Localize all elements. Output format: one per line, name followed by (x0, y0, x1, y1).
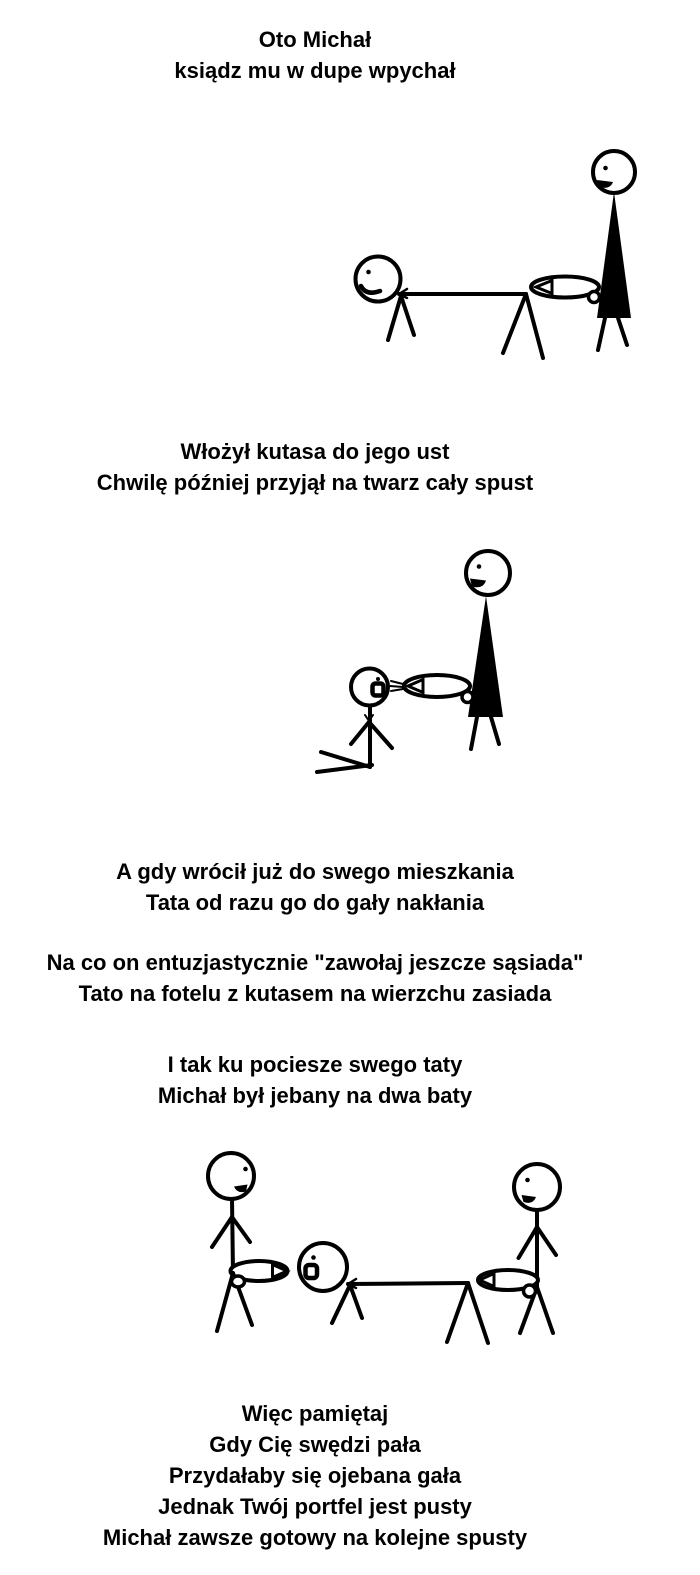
verse-6 (0, 1398, 630, 1553)
verse-6-line-3: Przydałaby się ojebana gała (168, 1463, 462, 1488)
verse-6-line-2: Gdy Cię swędzi pała (209, 1432, 421, 1457)
verse-1-line-1: Oto Michał (258, 27, 372, 52)
panel-2-illustration (295, 545, 545, 790)
verse-6-line-5: Michał zawsze gotowy na kolejne spusty (102, 1525, 528, 1550)
verse-4-line-1: Na co on entuzjastycznie "zawołaj jeszcze sąsiada" (46, 950, 584, 975)
verse-5 (0, 1049, 630, 1111)
verse-4-line-2: Tato na fotelu z kutasem na wierzchu zasiada (78, 981, 552, 1006)
verse-6-line-4: Jednak Twój portfel jest pusty (158, 1494, 472, 1519)
kneeling-figure (317, 669, 392, 773)
spray-lines (390, 681, 403, 691)
verse-5-line-2: Michał był jebany na dwa baty (157, 1083, 473, 1108)
verse-3-line-1: A gdy wrócił już do swego mieszkania (116, 859, 514, 884)
panel-1-illustration (330, 130, 670, 370)
verse-6-line-1: Więc pamiętaj (241, 1401, 389, 1426)
phallus-shape-2 (404, 675, 473, 703)
bent-figure-center (299, 1243, 488, 1343)
verse-3 (0, 856, 630, 918)
verse-2-line-1: Włożył kutasa do jego ust (180, 439, 450, 464)
panel-3-illustration (185, 1140, 595, 1355)
standing-figure-left (208, 1153, 288, 1331)
robed-figure (597, 192, 631, 350)
verse-5-line-1: I tak ku pociesze swego taty (167, 1052, 463, 1077)
verse-1 (0, 24, 630, 86)
robed-figure-head (593, 151, 635, 193)
standing-figure-right (478, 1164, 560, 1333)
verse-4 (0, 947, 630, 1009)
verse-3-line-2: Tata od razu go do gały nakłania (145, 890, 485, 915)
verse-1-line-2: ksiądz mu w dupe wpychał (174, 58, 456, 83)
verse-2 (0, 436, 630, 498)
bent-figure (356, 257, 544, 359)
robed-figure (466, 551, 510, 749)
phallus-shape-1 (531, 277, 600, 303)
verse-2-line-2: Chwilę później przyjął na twarz cały spust (96, 470, 534, 495)
